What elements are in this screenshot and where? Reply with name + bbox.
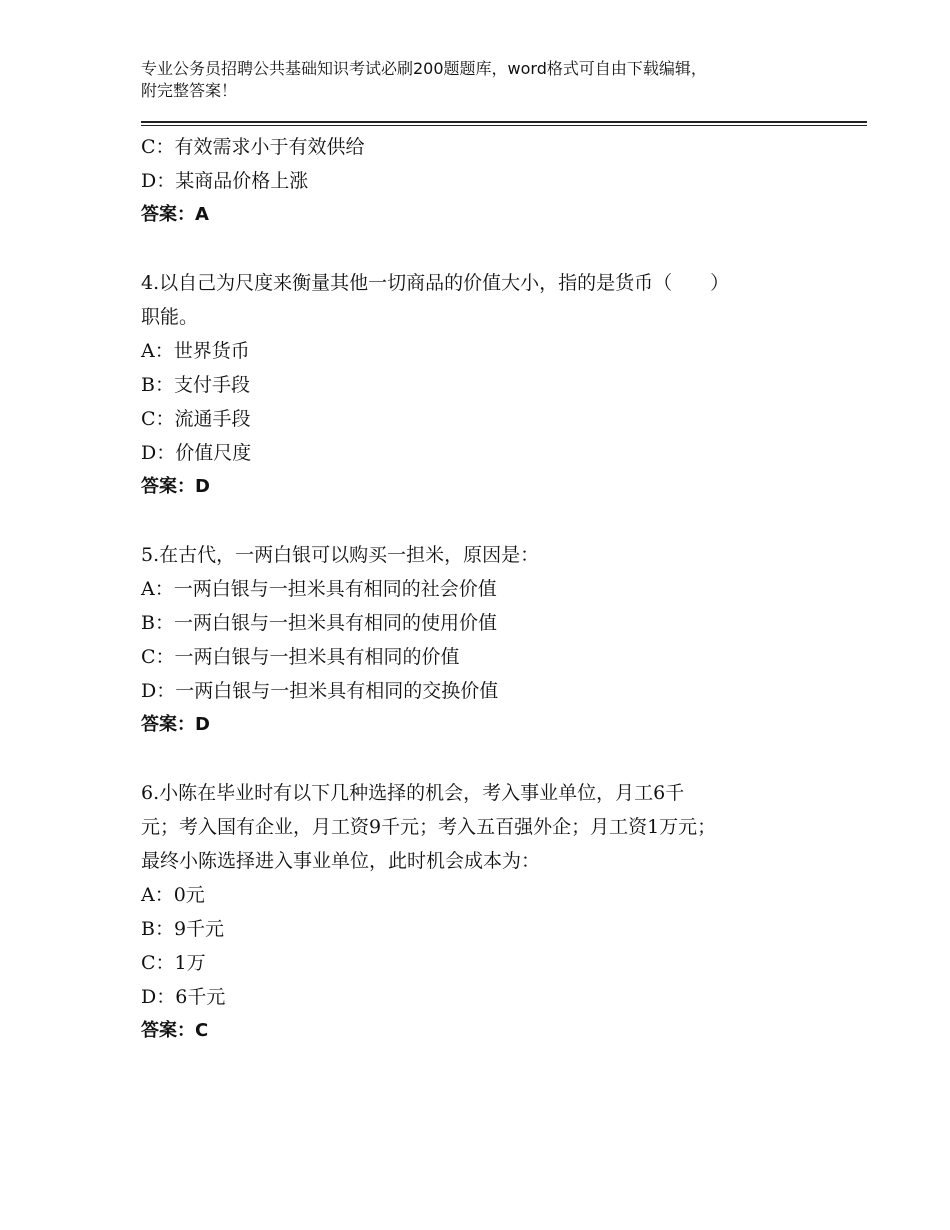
question-text: 6.小陈在毕业时有以下几种选择的机会，考入事业单位，月工6千 [141, 782, 685, 804]
option-b: B：一两白银与一担米具有相同的使用价值 [141, 612, 497, 634]
document-body [141, 130, 821, 1048]
option-b: B：9千元 [141, 918, 225, 940]
page-header [141, 58, 861, 102]
option-d: D：6千元 [141, 986, 226, 1008]
header-line-2: 附完整答案！ [141, 81, 238, 100]
option-c: C：1万 [141, 952, 206, 974]
question-4 [141, 266, 821, 504]
option-a: A：世界货币 [141, 340, 250, 362]
spacer [141, 504, 821, 538]
option-a: A：0元 [141, 884, 205, 906]
question-text: 4.以自己为尺度来衡量其他一切商品的价值大小，指的是货币（ ） [141, 272, 730, 294]
answer: 答案：C [141, 1020, 209, 1041]
question-3-continued [141, 130, 821, 232]
option-d: D：某商品价格上涨 [141, 170, 309, 192]
option-c: C：流通手段 [141, 408, 251, 430]
question-text: 元；考入国有企业，月工资9千元；考入五百强外企；月工资1万元； [141, 816, 717, 838]
question-text: 最终小陈选择进入事业单位，此时机会成本为： [141, 850, 541, 872]
header-rule-thin [141, 125, 867, 126]
option-a: A：一两白银与一担米具有相同的社会价值 [141, 578, 497, 600]
answer: 答案：D [141, 714, 210, 735]
answer: 答案：D [141, 476, 210, 497]
option-b: B：支付手段 [141, 374, 250, 396]
answer: 答案：A [141, 204, 209, 225]
header-line-1: 专业公务员招聘公共基础知识考试必刷200题题库，word格式可自由下载编辑， [141, 59, 707, 78]
option-d: D：一两白银与一担米具有相同的交换价值 [141, 680, 499, 702]
spacer [141, 742, 821, 776]
option-c: C：一两白银与一担米具有相同的价值 [141, 646, 460, 668]
question-5 [141, 538, 821, 742]
option-d: D：价值尺度 [141, 442, 252, 464]
spacer [141, 232, 821, 266]
question-text: 5.在古代，一两白银可以购买一担米，原因是： [141, 544, 540, 566]
question-text: 职能。 [141, 306, 199, 328]
header-rule-thick [141, 121, 867, 123]
option-c: C：有效需求小于有效供给 [141, 136, 365, 158]
question-6 [141, 776, 821, 1048]
